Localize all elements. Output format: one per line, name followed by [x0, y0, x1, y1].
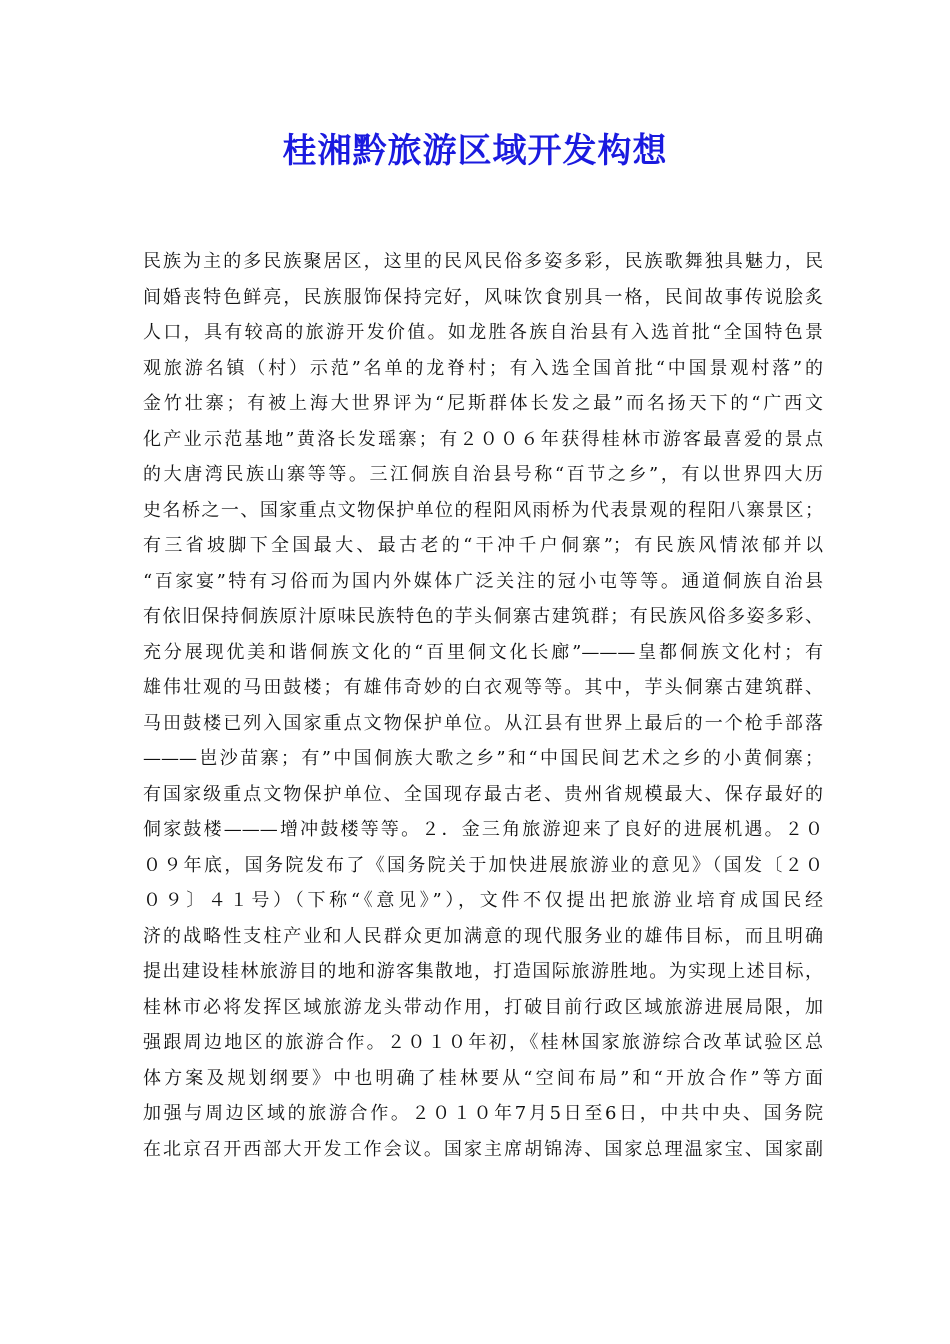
- text-line: 马田鼓楼已列入国家重点文物保护单位。从江县有世界上最后的一个枪手部落: [143, 712, 823, 734]
- text-line: 体方案及规划纲要》中也明确了桂林要从“空间布局”和“开放合作”等方面: [143, 1067, 823, 1089]
- text-line: 有三省坡脚下全国最大、最古老的“干冲千户侗寨”；有民族风情浓郁并以: [143, 535, 823, 556]
- text-line: 间婚丧特色鲜亮，民族服饰保持完好，风味饮食别具一格，民间故事传说脍炙: [143, 286, 823, 308]
- text-line: 桂林市必将发挥区域旅游龙头带动作用，打破目前行政区域旅游进展局限，加: [143, 996, 823, 1018]
- body-paragraph: [143, 244, 823, 1167]
- text-line: 有依旧保持侗族原汁原味民族特色的芋头侗寨古建筑群；有民族风俗多姿多彩、: [143, 606, 823, 627]
- document-title: 桂湘黔旅游区域开发构想: [282, 131, 668, 171]
- text-line: 在北京召开西部大开发工作会议。国家主席胡锦涛、国家总理温家宝、国家副: [143, 1138, 823, 1160]
- text-line: 强跟周边地区的旅游合作。２０１０年初，《桂林国家旅游综合改革试验区总: [143, 1032, 823, 1053]
- text-line: 的大唐湾民族山寨等等。三江侗族自治县号称“百节之乡”，有以世界四大历: [143, 464, 823, 485]
- text-line: ———岜沙苗寨；有”中国侗族大歌之乡”和“中国民间艺术之乡的小黄侗寨；: [143, 748, 823, 769]
- text-line: 史名桥之一、国家重点文物保护单位的程阳风雨桥为代表景观的程阳八寨景区；: [143, 499, 823, 521]
- text-line: “百家宴”特有习俗而为国内外媒体广泛关注的冠小屯等等。通道侗族自治县: [143, 570, 823, 592]
- text-line: ０９〕４１号）（下称“《意见》”），文件不仅提出把旅游业培育成国民经: [143, 890, 823, 911]
- text-line: 提出建设桂林旅游目的地和游客集散地，打造国际旅游胜地。为实现上述目标，: [143, 961, 823, 982]
- text-line: ０９年底，国务院发布了《国务院关于加快进展旅游业的意见》（国发〔２０: [143, 854, 823, 876]
- text-line: 化产业示范基地”黄洛长发瑶寨；有２００６年获得桂林市游客最喜爱的景点: [143, 428, 823, 450]
- text-line: 侗家鼓楼———增冲鼓楼等等。２．金三角旅游迎来了良好的进展机遇。２０: [143, 819, 823, 840]
- text-line: 人口，具有较高的旅游开发价值。如龙胜各族自治县有入选首批“全国特色景: [143, 322, 823, 343]
- text-line: 金竹壮寨；有被上海大世界评为“尼斯群体长发之最”而名扬天下的“广西文: [143, 393, 823, 414]
- text-line: 有国家级重点文物保护单位、全国现存最古老、贵州省规模最大、保存最好的: [143, 783, 823, 805]
- text-line: 观旅游名镇（村）示范”名单的龙脊村；有入选全国首批“中国景观村落”的: [143, 357, 823, 379]
- text-line: 雄伟壮观的马田鼓楼；有雄伟奇妙的白衣观等等。其中，芋头侗寨古建筑群、: [143, 677, 823, 698]
- text-line: 加强与周边区域的旅游合作。２０１０年7月5日至6日，中共中央、国务院: [143, 1103, 823, 1124]
- text-line: 济的战略性支柱产业和人民群众更加满意的现代服务业的雄伟目标，而且明确: [143, 925, 823, 947]
- text-line: 民族为主的多民族聚居区，这里的民风民俗多姿多彩，民族歌舞独具魅力，民: [143, 251, 823, 272]
- text-line: 充分展现优美和谐侗族文化的“百里侗文化长廊”———皇都侗族文化村；有: [143, 641, 823, 663]
